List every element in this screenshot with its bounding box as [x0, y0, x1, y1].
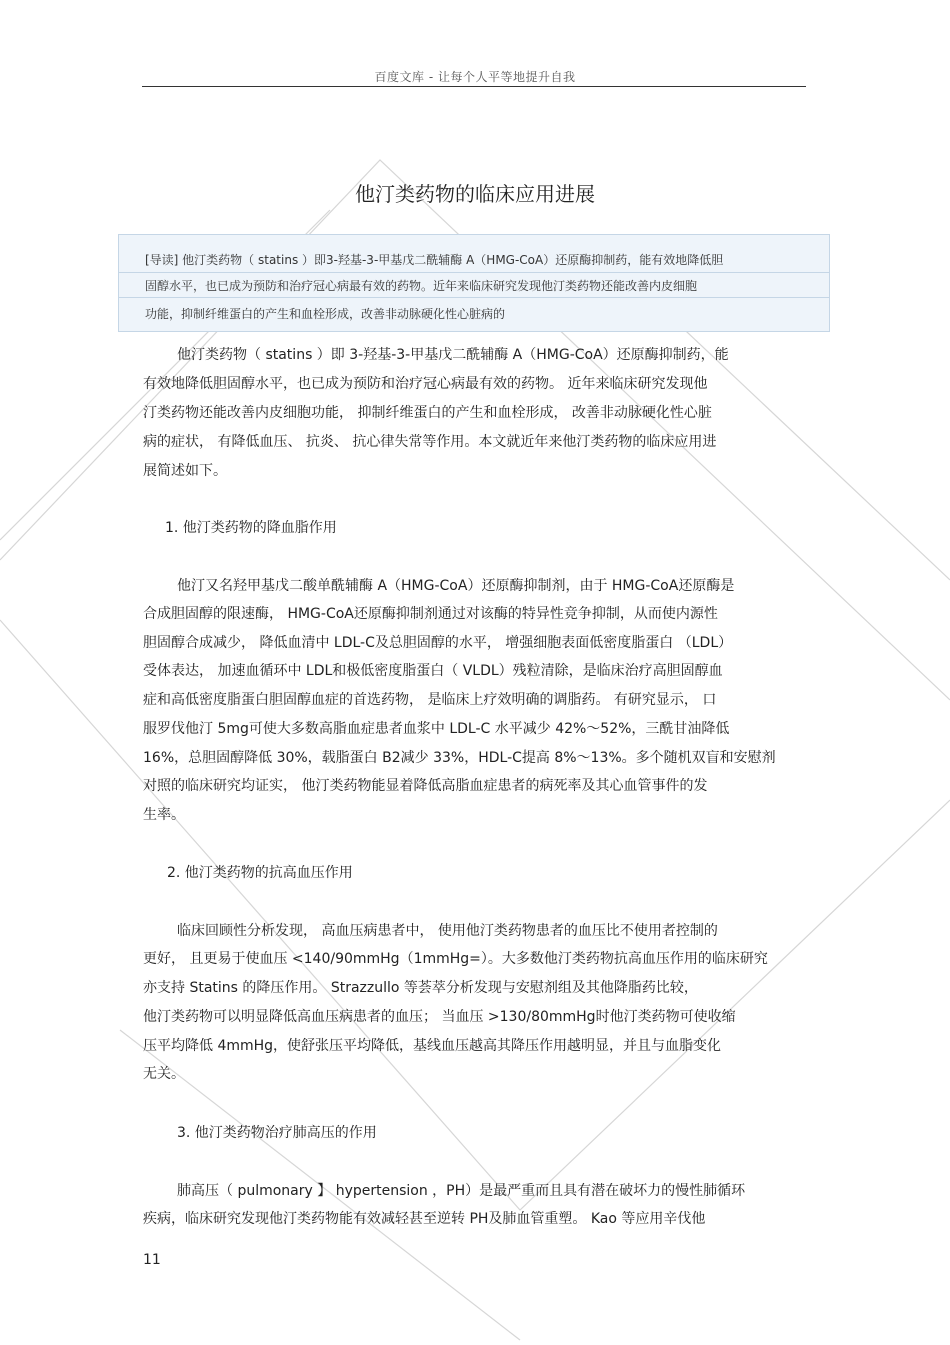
section2-line: 压平均降低 4mmHg，使舒张压平均降低，基线血压越高其降压作用越明显，并且与血脂变化 [143, 1038, 722, 1054]
guide-line: 固醇水平，也已成为预防和治疗冠心病最有效的药物。近年来临床研究发现他汀类药物还能改善内皮细胞 [145, 279, 698, 293]
section1-line: 16%，总胆固醇降低 30%，载脂蛋白 B2减少 33%，HDL-C提高 8%～13%。多个随机双盲和安慰剂 [143, 750, 776, 766]
section2-line: 更好， 且更易于使血压 <140/90mmHg（1mmHg=）。大多数他汀类药物抗高血压作用的临床研究 [143, 951, 768, 967]
section3-line: 疾病，临床研究发现他汀类药物能有效减轻甚至逆转 PH及肺血管重塑。 Kao 等应用辛伐他 [143, 1211, 706, 1227]
section2-line: 临床回顾性分析发现， 高血压病患者中， 使用他汀类药物患者的血压比不使用者控制的 [177, 923, 718, 939]
section-heading-2: 2. 他汀类药物的抗高血压作用 [167, 865, 353, 881]
guide-divider [119, 297, 829, 298]
intro-line: 病的症状， 有降低血压、 抗炎、 抗心律失常等作用。本文就近年来他汀类药物的临床应用进 [143, 434, 717, 450]
section-heading-3: 3. 他汀类药物治疗肺高压的作用 [177, 1125, 377, 1141]
section3-line: 肺高压（ pulmonary 】 hypertension ，PH）是最严重而且具有潜在破坏力的慢性肺循环 [177, 1183, 746, 1199]
guide-line: [导读] 他汀类药物（ statins ）即3-羟基-3-甲基戊二酰辅酶 A（HMG-CoA）还原酶抑制药，能有效地降低胆 [145, 253, 724, 267]
intro-line: 有效地降低胆固醇水平，也已成为预防和治疗冠心病最有效的药物。 近年来临床研究发现他 [143, 376, 708, 392]
intro-line: 汀类药物还能改善内皮细胞功能， 抑制纤维蛋白的产生和血栓形成， 改善非动脉硬化性心脏 [143, 405, 712, 421]
intro-line: 展简述如下。 [143, 463, 227, 479]
page-header: 百度文库 - 让每个人平等地提升自我 [374, 70, 576, 84]
section1-line: 受体表达， 加速血循环中 LDL和极低密度脂蛋白（ VLDL）残粒清除，是临床治疗高胆固醇血 [143, 663, 723, 679]
section1-line: 对照的临床研究均证实， 他汀类药物能显着降低高脂血症患者的病死率及其心血管事件的发 [143, 778, 708, 794]
document-title: 他汀类药物的临床应用进展 [355, 182, 595, 206]
intro-line: 他汀类药物（ statins ）即 3-羟基-3-甲基戊二酰辅酶 A（HMG-CoA）还原酶抑制药，能 [177, 347, 729, 363]
guide-divider [119, 272, 829, 273]
guide-box [118, 234, 830, 332]
section1-line: 合成胆固醇的限速酶， HMG-CoA还原酶抑制剂通过对该酶的特异性竞争抑制，从而使内源性 [143, 606, 718, 622]
section1-line: 生率。 [143, 807, 185, 823]
page-number: 11 [143, 1252, 161, 1268]
section-heading-1: 1. 他汀类药物的降血脂作用 [165, 520, 337, 536]
guide-line: 功能，抑制纤维蛋白的产生和血栓形成，改善非动脉硬化性心脏病的 [145, 307, 506, 321]
section2-line: 他汀类药物可以明显降低高血压病患者的血压； 当血压 >130/80mmHg时他汀类药物可使收缩 [143, 1009, 736, 1025]
section1-line: 他汀又名羟甲基戊二酸单酰辅酶 A（HMG-CoA）还原酶抑制剂，由于 HMG-CoA还原酶是 [177, 578, 735, 594]
section1-line: 症和高低密度脂蛋白胆固醇血症的首选药物， 是临床上疗效明确的调脂药。 有研究显示， 口 [143, 692, 717, 708]
section1-line: 胆固醇合成减少， 降低血清中 LDL-C及总胆固醇的水平， 增强细胞表面低密度脂蛋白 （LDL） [143, 635, 733, 651]
section1-line: 服罗伐他汀 5mg可使大多数高脂血症患者血浆中 LDL-C 水平减少 42%～52%，三酰甘油降低 [143, 721, 730, 737]
section2-line: 无关。 [143, 1066, 185, 1082]
header-rule [142, 86, 806, 87]
section2-line: 亦支持 Statins 的降压作用。 Strazzullo 等荟萃分析发现与安慰剂组及其他降脂药比较， [143, 980, 698, 996]
